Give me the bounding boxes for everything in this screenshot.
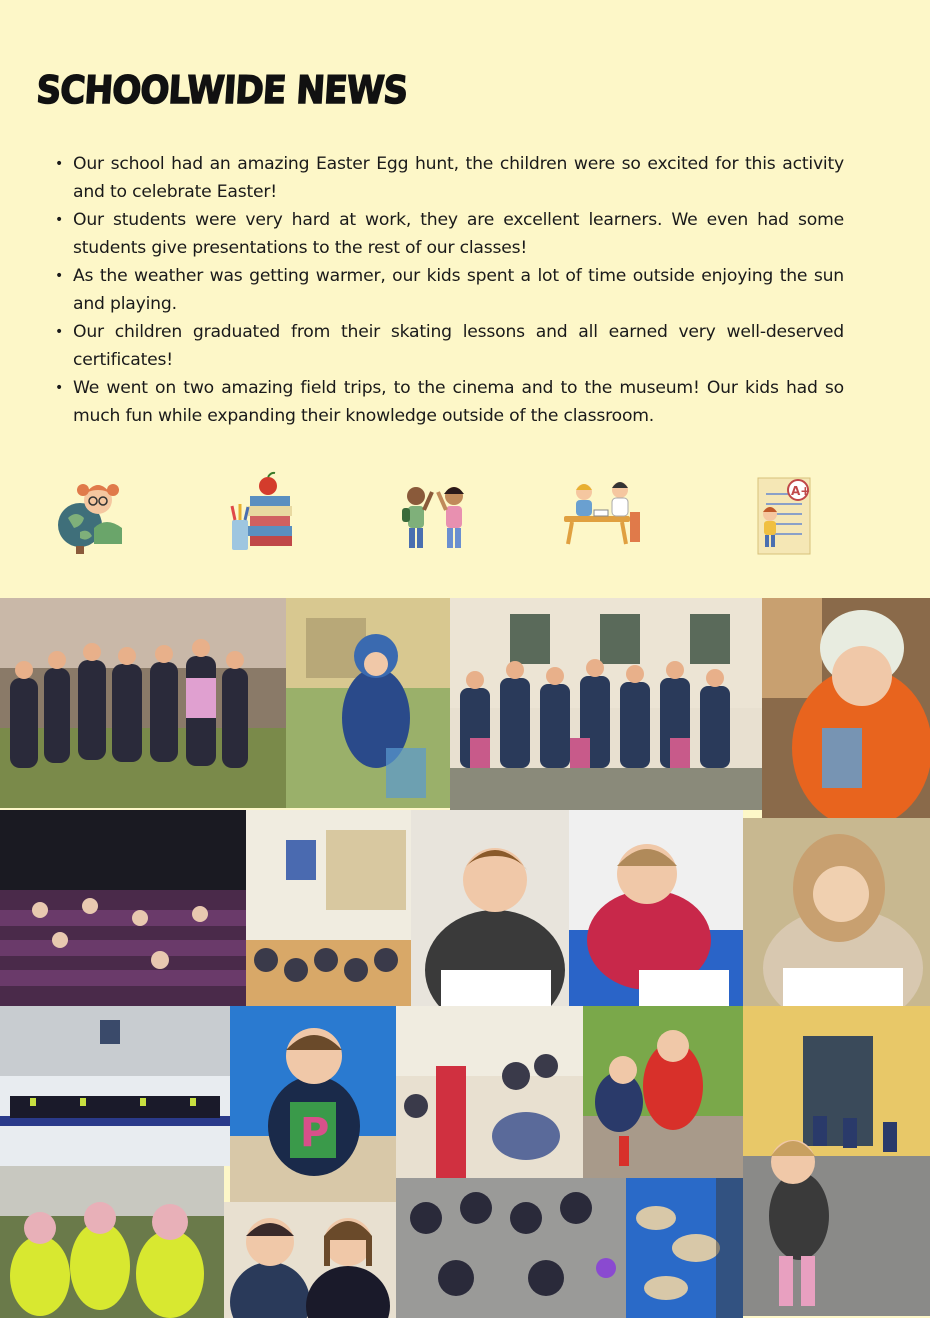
exam-paper-a-plus-icon xyxy=(744,470,834,560)
photo-girl-cutting xyxy=(743,818,930,1006)
photo-table-crafts xyxy=(626,1178,743,1318)
photo-kids-floor-activity xyxy=(396,1178,626,1318)
photo-easter-group xyxy=(0,598,286,808)
books-apple-icon xyxy=(222,470,312,560)
page-title: SCHOOLWIDE NEWS xyxy=(35,68,409,112)
photo-two-kids-smiling xyxy=(224,1202,396,1318)
photo-collage xyxy=(0,598,930,1318)
photo-egg-hunt-child xyxy=(286,598,450,808)
news-list xyxy=(55,150,844,430)
photo-skating-rink xyxy=(0,1006,230,1166)
photo-kids-hi-vis xyxy=(0,1166,224,1318)
photo-orange-jacket-child xyxy=(762,598,930,818)
photo-boy-letter-p xyxy=(230,1006,396,1202)
photo-boy-drawing xyxy=(411,810,569,1006)
svg-text:P: P xyxy=(300,1110,330,1156)
waving-kids-icon xyxy=(392,470,482,560)
news-item: • Our students were very hard at work, they are excellent learners. We even had some students give presentations to the rest of our classes! xyxy=(73,206,844,262)
news-item: • As the weather was getting warmer, our kids spent a lot of time outside enjoying the sun and playing. xyxy=(73,262,844,318)
news-item: • Our school had an amazing Easter Egg hunt, the children were so excited for this activity and to celebrate Easter! xyxy=(73,150,844,206)
illustration-row xyxy=(0,470,930,565)
photo-classroom-circle xyxy=(246,810,411,1006)
kids-at-desk-icon xyxy=(556,470,646,560)
news-item: • Our children graduated from their skating lessons and all earned very well-deserved certificates! xyxy=(73,318,844,374)
photo-museum-table xyxy=(396,1006,583,1178)
news-item: • We went on two amazing field trips, to the cinema and to the museum! Our kids had so much fun while expanding their knowledge outside of the classroom. xyxy=(73,374,844,430)
photo-hopscotch xyxy=(583,1006,743,1178)
globe-child-icon xyxy=(50,470,140,560)
photo-cinema-trip xyxy=(0,810,246,1006)
photo-kids-running xyxy=(743,1006,930,1316)
photo-cheering-class xyxy=(450,598,762,810)
photo-girl-coloring xyxy=(569,810,743,1006)
svg-text:A+: A+ xyxy=(791,484,811,498)
